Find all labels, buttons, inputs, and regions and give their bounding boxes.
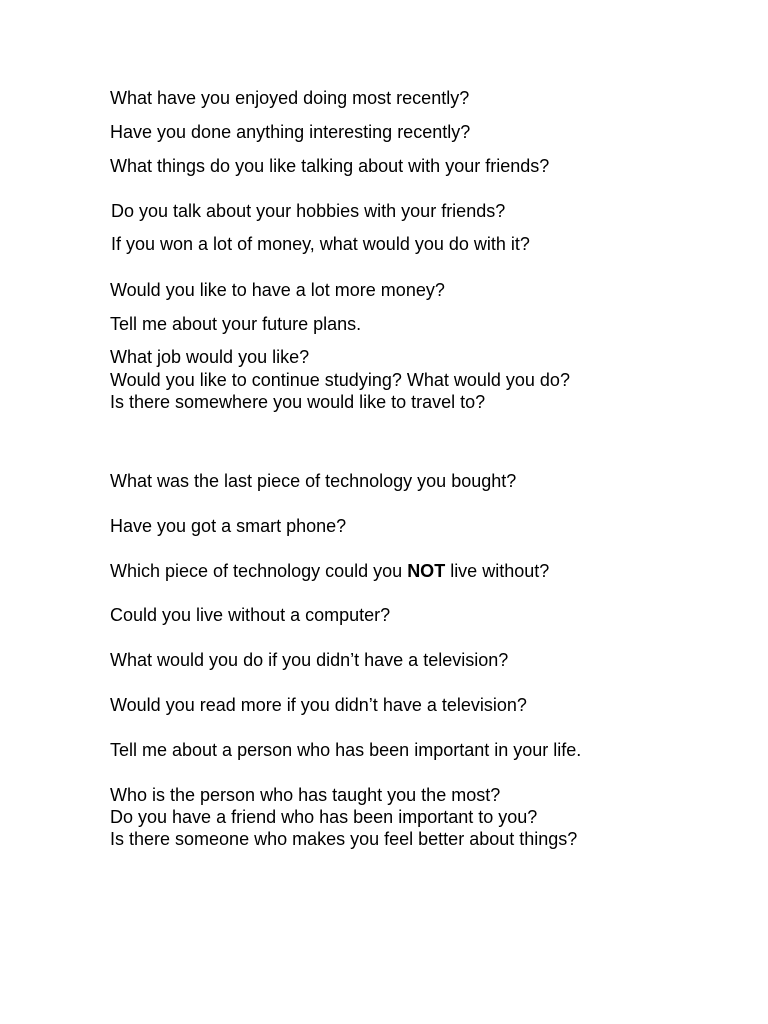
question-text: What was the last piece of technology you bought? <box>110 471 517 491</box>
question-text-part: Which piece of technology could you <box>110 561 408 581</box>
question-text: What job would you like? <box>110 347 310 367</box>
question-text: Is there someone who makes you feel better about things? <box>110 829 578 849</box>
emphasis-word: NOT <box>407 561 446 581</box>
question-text: Tell me about your future plans. <box>110 314 362 334</box>
question-text: Would you like to have a lot more money? <box>110 280 445 300</box>
question-text: Who is the person who has taught you the most? <box>110 785 501 805</box>
question-text: Could you live without a computer? <box>110 605 391 625</box>
question-text: If you won a lot of money, what would you do with it? <box>111 234 530 254</box>
question-text: Is there somewhere you would like to travel to? <box>110 392 486 412</box>
question-text-emphasis <box>110 560 549 582</box>
question-text: Do you have a friend who has been important to you? <box>110 807 538 827</box>
question-text: Do you talk about your hobbies with your friends? <box>111 201 506 221</box>
question-text: What would you do if you didn’t have a television? <box>110 650 509 670</box>
question-text: Would you like to continue studying? What would you do? <box>110 370 570 390</box>
question-text: Have you done anything interesting recently? <box>110 122 471 142</box>
question-text: What things do you like talking about with your friends? <box>110 156 550 176</box>
question-text: Have you got a smart phone? <box>110 516 347 536</box>
question-text-part: live without? <box>445 561 550 581</box>
question-text: What have you enjoyed doing most recently? <box>110 88 470 108</box>
question-text: Tell me about a person who has been important in your life. <box>110 740 582 760</box>
question-text: Would you read more if you didn’t have a television? <box>110 695 527 715</box>
